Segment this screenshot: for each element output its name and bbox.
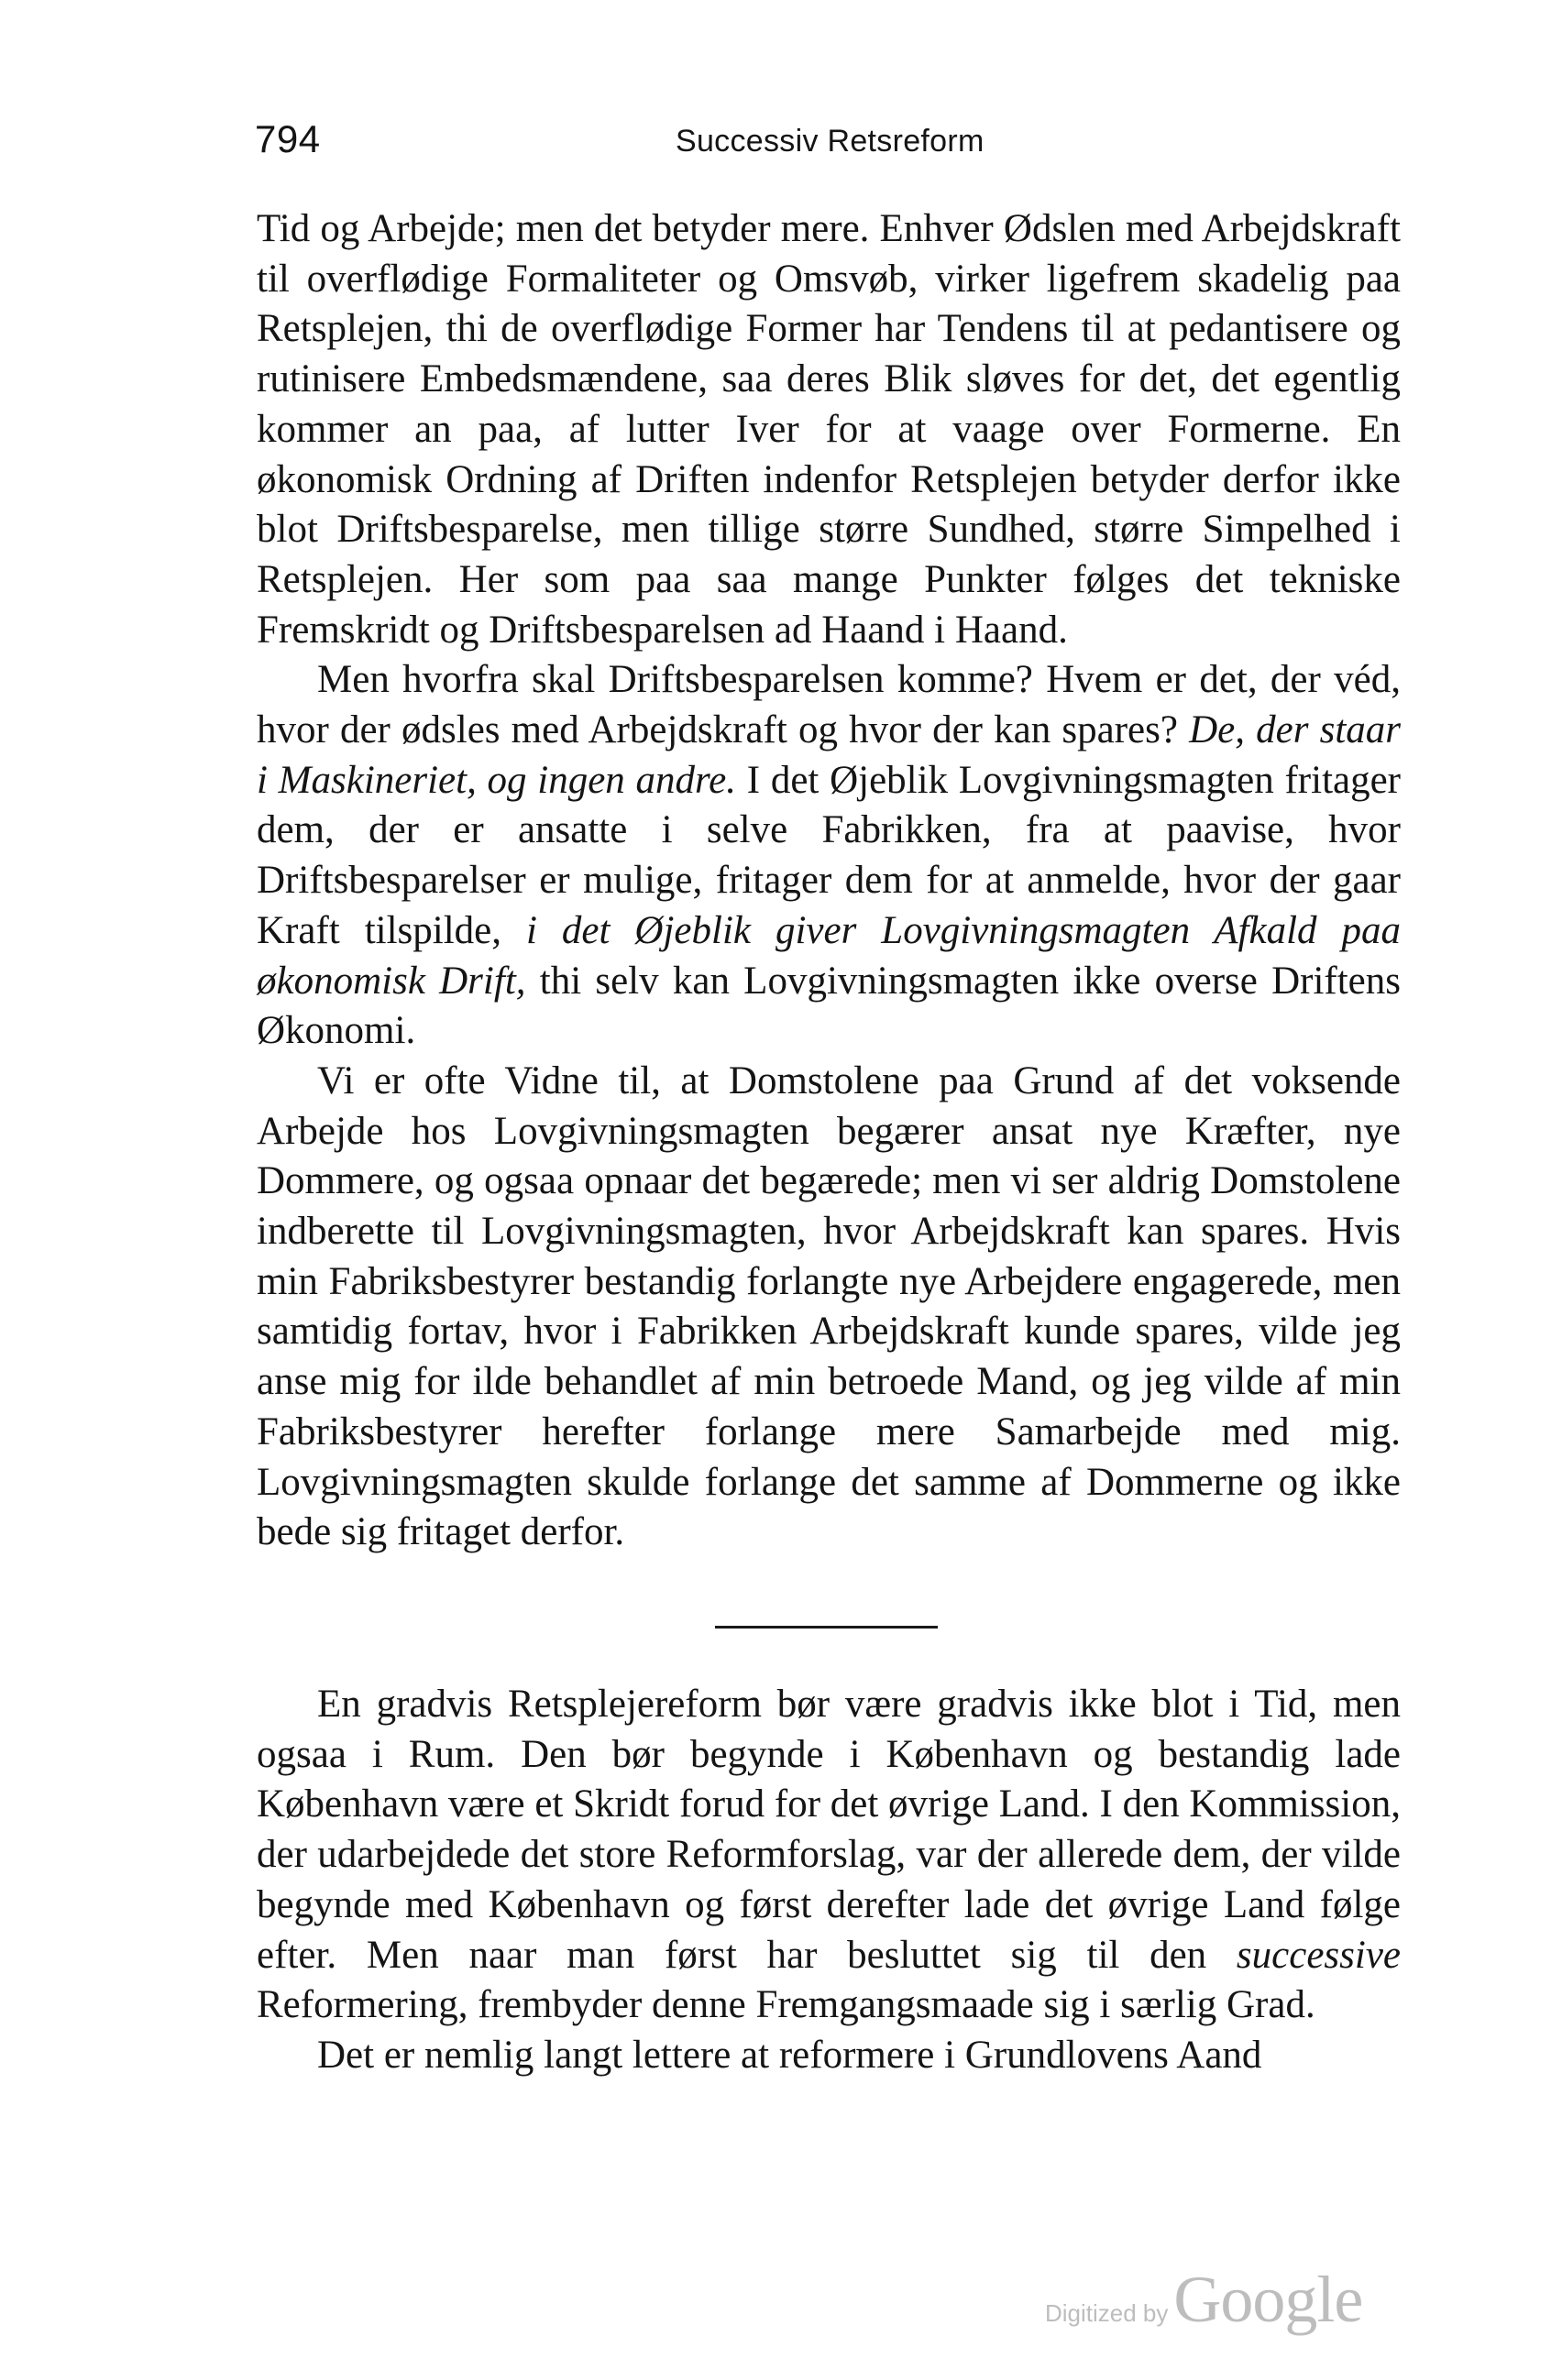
section-divider [715, 1626, 938, 1629]
paragraph-2-italic-1: De, der staar i Maskineriet, og ingen andre. [257, 708, 1402, 802]
paragraph-2-part-c: thi selv kan Lovgivningsmagten ikke overse Driftens Økonomi. [257, 959, 1401, 1053]
text-block-bottom [257, 1680, 1401, 2081]
paragraph-4-part-a: En gradvis Retsplejereform bør være gradvis ikke blot i Tid, men ogsaa i Rum. Den bør begynde i København og bestandig lade København være et Skridt forud for det øvrige Land. I den Kommission, der udarbejdede det store Reformforslag, var der allerede dem, der vilde begynde med København og først derefter lade det øvrige Land følge efter. Men naar man først har besluttet sig til den [257, 1683, 1401, 1977]
running-title: Successiv Retsreform [676, 124, 984, 159]
paragraph-3: Vi er ofte Vidne til, at Domstolene paa Grund af det voksende Arbejde hos Lovgivningsmagten begærer ansat nye Kræfter, nye Dommere, og ogsaa opnaar det begærede; men vi ser aldrig Domstolene indberette til Lovgivningsmagten, hvor Arbejdskraft kan spares. Hvis min Fabriksbestyrer bestandig forlangte nye Arbejdere engagerede, men samtidig fortav, hvor i Fabrikken Arbejdskraft kunde spares, vilde jeg anse mig for ilde behandlet af min betroede Mand, og jeg vilde af min Fabriksbestyrer herefter forlange mere Samarbejde med mig. Lovgivningsmagten skulde forlange det samme af Dommerne og ikke bede sig fritaget derfor. [257, 1058, 1401, 1554]
paragraph-2-part-b: I det Øjeblik Lovgivningsmagten fritager dem, der er ansatte i selve Fabrikken, fra at paavise, hvor Driftsbesparelser er mulige, fritager dem for at anmelde, hvor der gaar Kraft tilspilde, [257, 758, 1402, 952]
paragraph-4-part-b: Reformering, frembyder denne Fremgangsmaade sig i særlig Grad. [257, 1983, 1315, 2027]
digitized-watermark [1045, 2262, 1362, 2338]
paragraph-4 [257, 1680, 1401, 2031]
paragraph-4-italic: successive [1236, 1933, 1401, 1977]
paragraph-2-italic-2: i det Øjeblik giver Lovgivningsmagten Afkald paa økonomisk Drift, [257, 908, 1401, 1003]
paragraph-2 [257, 655, 1401, 1057]
text-block-top [257, 204, 1401, 1558]
paragraph-2-part-a: Men hvorfra skal Driftsbesparelsen komme? Hvem er det, der véd, hvor der ødsles med Arbejdskraft og hvor der kan spares? [257, 658, 1401, 752]
watermark-digitized-by: Digitized by [1045, 2299, 1169, 2327]
paragraph-5: Det er nemlig langt lettere at reformere i Grundlovens Aand [317, 2033, 1262, 2077]
page-number: 794 [255, 117, 321, 160]
google-logo: Google [1173, 2263, 1363, 2336]
paragraph-1: Tid og Arbejde; men det betyder mere. Enhver Ødslen med Arbejdskraft til overflødige Formaliteter og Omsvøb, virker ligefrem skadelig paa Retsplejen, thi de overflødige Former har Tendens til at pedantisere og rutinisere Embedsmændene, saa deres Blik sløves for det, det egentlig kommer an paa, af lutter Iver for at vaage over Formerne. En økonomisk Ordning af Driften indenfor Retsplejen betyder derfor ikke blot Driftsbesparelse, men tillige større Sundhed, større Simpelhed i Retsplejen. Her som paa saa mange Punkter følges det tekniske Fremskridt og Driftsbesparelsen ad Haand i Haand. [257, 207, 1401, 652]
